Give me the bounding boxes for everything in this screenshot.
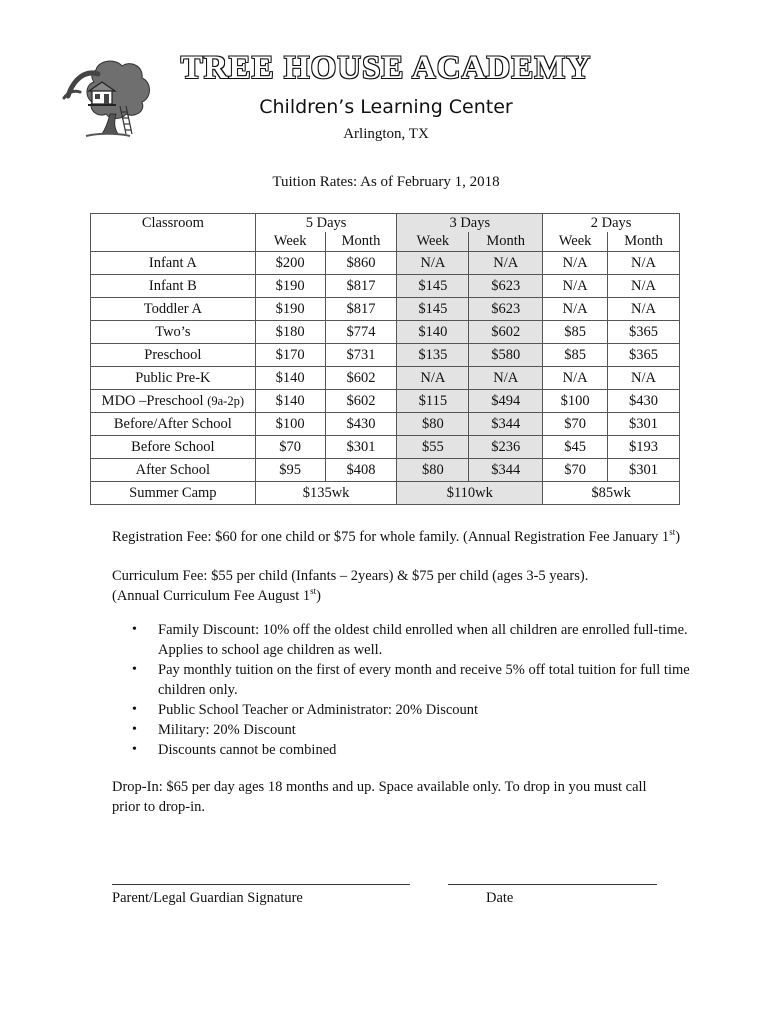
academy-title: TREE HOUSE ACADEMY [180, 50, 592, 86]
subheader-week: Week [397, 232, 469, 252]
location: Arlington, TX [343, 126, 429, 142]
classroom-name: Preschool [91, 344, 256, 367]
rate-cell: $344 [469, 413, 543, 436]
discount-item: • Pay monthly tuition on the first of every month and receive 5% off total tuition for full time children only. [158, 660, 698, 700]
discount-item: • Public School Teacher or Administrator: 20% Discount [158, 700, 698, 720]
rate-rows [91, 252, 680, 482]
rate-cell: $580 [469, 344, 543, 367]
table-row [91, 275, 680, 298]
table-row [91, 252, 680, 275]
rate-cell: $236 [469, 436, 543, 459]
classroom-name: Toddler A [91, 298, 256, 321]
table-row [91, 436, 680, 459]
discount-item: • Discounts cannot be combined [158, 740, 698, 760]
rate-cell: $193 [608, 436, 680, 459]
rate-cell: $301 [608, 459, 680, 482]
rate-cell: $817 [325, 275, 397, 298]
rate-cell: $95 [255, 459, 325, 482]
table-row [91, 321, 680, 344]
group-2-days: 2 Days [543, 214, 680, 233]
classroom-name: Two’s [91, 321, 256, 344]
subheader-month: Month [325, 232, 397, 252]
rate-cell: $494 [469, 390, 543, 413]
rate-cell: $140 [255, 390, 325, 413]
tuition-table [90, 213, 680, 505]
rate-cell: $170 [255, 344, 325, 367]
center-subtitle: Children’s Learning Center [259, 96, 513, 118]
classroom-header-blank [91, 232, 256, 252]
rate-cell: $408 [325, 459, 397, 482]
rate-cell: N/A [397, 367, 469, 390]
rate-cell: $85 [543, 344, 608, 367]
classroom-header: Classroom [91, 214, 256, 233]
rate-cell: $70 [543, 413, 608, 436]
rate-cell: $55 [397, 436, 469, 459]
rate-cell: N/A [543, 275, 608, 298]
drop-in-note: Drop-In: $65 per day ages 18 months and up. Space available only. To drop in you must call prior to drop-in. [112, 779, 647, 815]
rate-cell: $85 [543, 321, 608, 344]
rate-cell: $190 [255, 275, 325, 298]
subheader-month: Month [469, 232, 543, 252]
table-row [91, 344, 680, 367]
rate-cell: $80 [397, 459, 469, 482]
classroom-name: MDO –Preschool (9a-2p) [91, 390, 256, 413]
tree-house-logo [58, 56, 154, 138]
summer-2-days: $85wk [543, 482, 680, 505]
table-row [91, 390, 680, 413]
rate-cell: $70 [255, 436, 325, 459]
subheader-week: Week [543, 232, 608, 252]
date-label: Date [486, 890, 514, 906]
rate-cell: $145 [397, 298, 469, 321]
rate-cell: N/A [543, 252, 608, 275]
rate-cell: $45 [543, 436, 608, 459]
rate-cell: $365 [608, 321, 680, 344]
classroom-name: Infant A [91, 252, 256, 275]
rate-cell: N/A [608, 367, 680, 390]
rate-cell: $140 [397, 321, 469, 344]
rate-cell: $344 [469, 459, 543, 482]
curriculum-fee: Curriculum Fee: $55 per child (Infants – 2years) & $75 per child (ages 3-5 years). (Annual Curriculum Fee August 1st) [112, 568, 589, 604]
rate-cell: $623 [469, 298, 543, 321]
rate-cell: $365 [608, 344, 680, 367]
table-row [91, 459, 680, 482]
rate-cell: $301 [608, 413, 680, 436]
rate-cell: $70 [543, 459, 608, 482]
rate-cell: N/A [469, 252, 543, 275]
signature-label: Parent/Legal Guardian Signature [112, 890, 303, 906]
table-row [91, 298, 680, 321]
rate-cell: $190 [255, 298, 325, 321]
discount-item: • Family Discount: 10% off the oldest child enrolled when all children are enrolled full-time. Applies to school age children as well. [158, 620, 698, 660]
date-line[interactable] [448, 884, 657, 885]
summer-3-days: $110wk [397, 482, 543, 505]
rate-cell: $301 [325, 436, 397, 459]
rate-cell: $602 [325, 390, 397, 413]
rate-cell: $731 [325, 344, 397, 367]
classroom-name: Before/After School [91, 413, 256, 436]
rates-date: Tuition Rates: As of February 1, 2018 [272, 174, 500, 190]
rate-cell: $115 [397, 390, 469, 413]
rate-cell: N/A [543, 367, 608, 390]
discount-list [112, 620, 698, 760]
rate-cell: $602 [469, 321, 543, 344]
rate-cell: $623 [469, 275, 543, 298]
table-row [91, 413, 680, 436]
rate-cell: $180 [255, 321, 325, 344]
rate-cell: N/A [397, 252, 469, 275]
rate-cell: $774 [325, 321, 397, 344]
rate-cell: $430 [325, 413, 397, 436]
rate-cell: N/A [608, 298, 680, 321]
summer-5-days: $135wk [255, 482, 397, 505]
rate-cell: $100 [543, 390, 608, 413]
rate-cell: N/A [608, 252, 680, 275]
signature-line[interactable] [112, 884, 410, 885]
rate-cell: $200 [255, 252, 325, 275]
discount-item: • Military: 20% Discount [158, 720, 698, 740]
rate-cell: $860 [325, 252, 397, 275]
table-row [91, 367, 680, 390]
rate-cell: $100 [255, 413, 325, 436]
rate-cell: $430 [608, 390, 680, 413]
rate-cell: $602 [325, 367, 397, 390]
rate-cell: N/A [469, 367, 543, 390]
rate-cell: $135 [397, 344, 469, 367]
summer-camp-label: Summer Camp [91, 482, 256, 505]
classroom-name: Public Pre-K [91, 367, 256, 390]
rate-cell: N/A [543, 298, 608, 321]
classroom-name: After School [91, 459, 256, 482]
rate-cell: $145 [397, 275, 469, 298]
rate-cell: $817 [325, 298, 397, 321]
subheader-month: Month [608, 232, 680, 252]
rate-cell: N/A [608, 275, 680, 298]
classroom-name: Before School [91, 436, 256, 459]
group-3-days: 3 Days [397, 214, 543, 233]
classroom-name: Infant B [91, 275, 256, 298]
subheader-week: Week [255, 232, 325, 252]
rate-cell: $80 [397, 413, 469, 436]
group-5-days: 5 Days [255, 214, 397, 233]
registration-fee: Registration Fee: $60 for one child or $75 for whole family. (Annual Registration Fee January 1st) [112, 527, 681, 545]
rate-cell: $140 [255, 367, 325, 390]
